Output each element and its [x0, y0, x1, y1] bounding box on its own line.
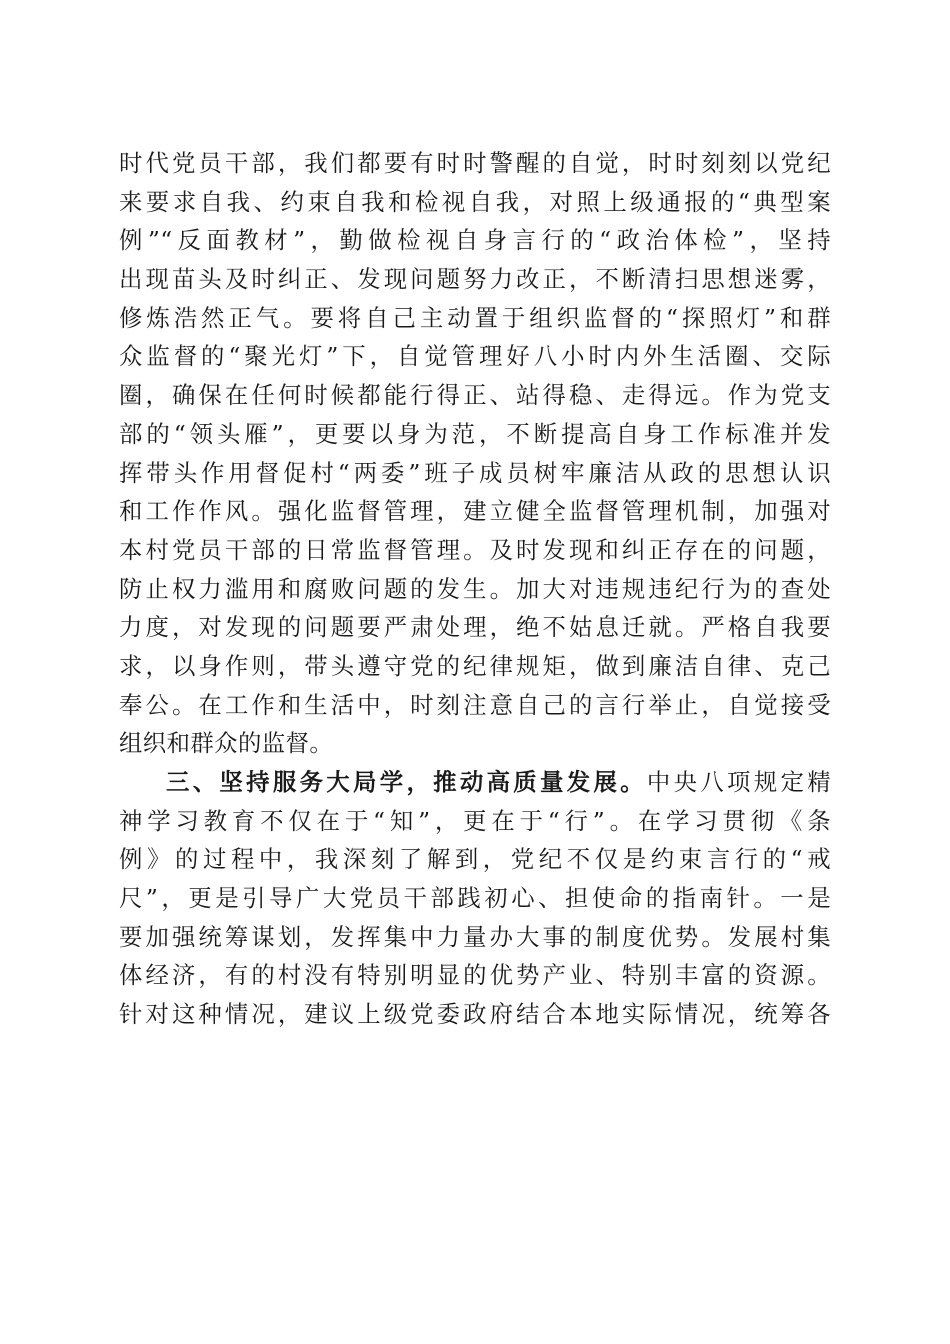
text-line: 圈，确保在任何时候都能行得正、站得稳、走得远。作为党支 [119, 381, 831, 410]
document-body [119, 144, 831, 1034]
section-heading: 三、坚持服务大局学，推动高质量发展。 [166, 768, 647, 796]
text-line: 众监督的“聚光灯”下，自觉管理好八小时内外生活圈、交际 [119, 342, 831, 371]
text-line: 力度，对发现的问题要严肃处理，绝不姑息迁就。严格自我要 [119, 613, 831, 642]
text-line: 针对这种情况，建议上级党委政府结合本地实际情况，统筹各 [119, 1000, 831, 1029]
text-line: 要加强统筹谋划，发挥集中力量办大事的制度优势。发展村集 [119, 922, 831, 951]
text-line: 出现苗头及时纠正、发现问题努力改正，不断清扫思想迷雾， [119, 265, 831, 294]
text-line: 来要求自我、约束自我和检视自我，对照上级通报的“典型案 [119, 187, 831, 216]
text-line: 本村党员干部的日常监督管理。及时发现和纠正存在的问题， [119, 535, 831, 564]
text-line: 例”“反面教材”，勤做检视自身言行的“政治体检”，坚持 [119, 226, 831, 255]
text-line: 体经济，有的村没有特别明显的优势产业、特别丰富的资源。 [119, 961, 831, 990]
text-line: 求，以身作则，带头遵守党的纪律规矩，做到廉洁自律、克己 [119, 651, 831, 680]
section-heading-line [119, 763, 831, 802]
text-line: 和工作作风。强化监督管理，建立健全监督管理机制，加强对 [119, 497, 831, 526]
text-line: 尺”，更是引导广大党员干部践初心、担使命的指南针。一是 [119, 884, 831, 913]
text-line: 例》的过程中，我深刻了解到，党纪不仅是约束言行的“戒 [119, 845, 831, 874]
paragraph-2 [119, 763, 831, 1034]
text-line: 防止权力滥用和腐败问题的发生。加大对违规违纪行为的查处 [119, 574, 831, 603]
text-line: 奉公。在工作和生活中，时刻注意自己的言行举止，自觉接受 [119, 690, 831, 719]
text-line: 修炼浩然正气。要将自己主动置于组织监督的“探照灯”和群 [119, 303, 831, 332]
paragraph-1 [119, 144, 831, 763]
text-line: 挥带头作用督促村“两委”班子成员树牢廉洁从政的思想认识 [119, 458, 831, 487]
text-line: 部的“领头雁”，更要以身为范，不断提高自身工作标准并发 [119, 419, 831, 448]
text-line: 组织和群众的监督。 [119, 729, 334, 758]
text-line: 神学习教育不仅在于“知”，更在于“行”。在学习贯彻《条 [119, 806, 831, 835]
text-line: 时代党员干部，我们都要有时时警醒的自觉，时时刻刻以党纪 [119, 149, 831, 177]
heading-line-text: 中央八项规定精 [646, 768, 831, 796]
